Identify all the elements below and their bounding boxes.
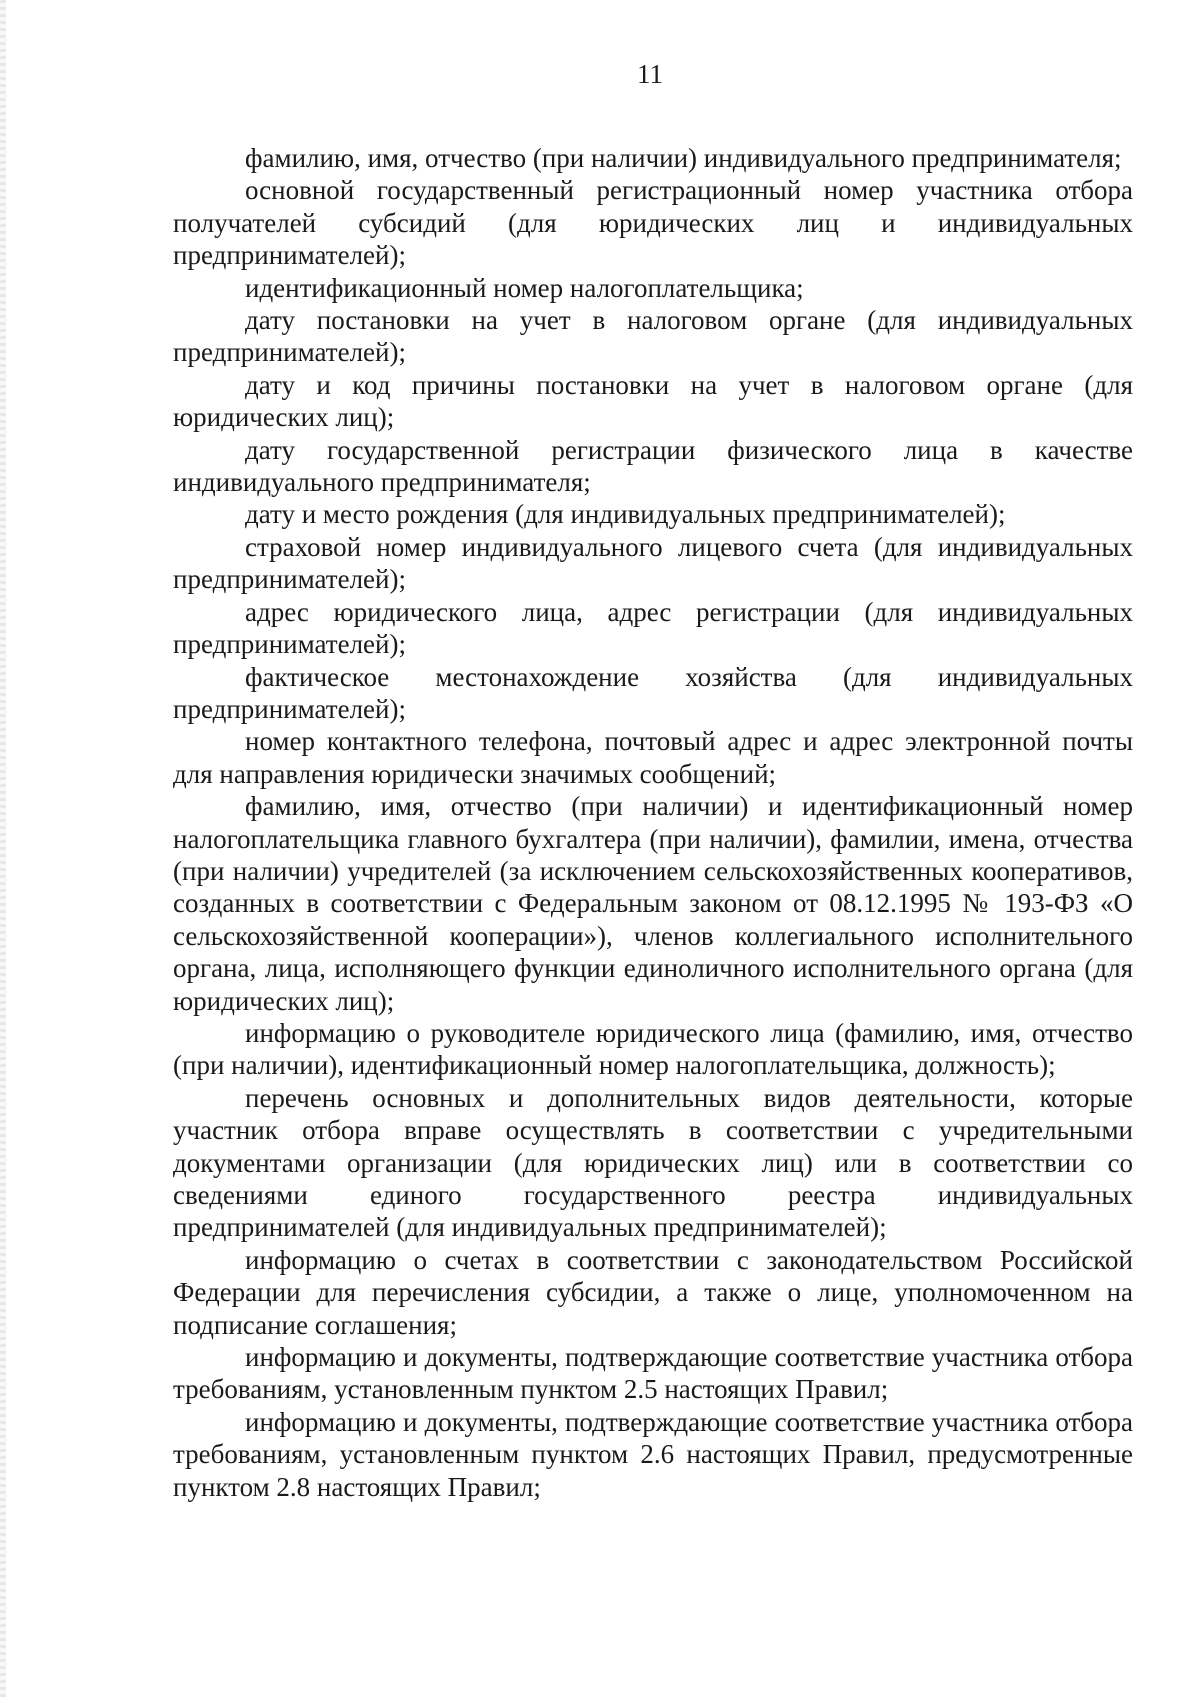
paragraph-13: информацию о руководителе юридического лица (фамилию, имя, отчество (при наличии), идентификационный номер налогоплательщика, должность); (173, 1017, 1133, 1081)
paragraph-15: информацию о счетах в соответствии с законодательством Российской Федерации для перечисления субсидии, а также о лице, уполномоченном на подписание соглашения; (173, 1244, 1133, 1340)
paragraph-8: страховой номер индивидуального лицевого счета (для индивидуальных предпринимателей); (173, 531, 1133, 595)
paragraph-4: дату постановки на учет в налоговом органе (для индивидуальных предпринимателей); (173, 305, 1133, 368)
scan-edge (0, 0, 6, 1697)
paragraph-16: информацию и документы, подтверждающие соответствие участника отбора требованиям, установленным пунктом 2.5 настоящих Правил; (173, 1342, 1133, 1405)
paragraph-7: дату и место рождения (для индивидуальных предпринимателей); (245, 499, 1006, 530)
page-number: 11 (637, 59, 663, 89)
paragraph-1: фамилию, имя, отчество (при наличии) индивидуального предпринимателя; (245, 143, 1122, 173)
paragraph-9: адрес юридического лица, адрес регистрации (для индивидуальных предпринимателей); (173, 596, 1133, 660)
paragraph-17: информацию и документы, подтверждающие соответствие участника отбора требованиям, установленным пунктом 2.6 настоящих Правил, предусмотренные пунктом 2.8 настоящих Правил; (173, 1406, 1133, 1502)
paragraph-2: основной государственный регистрационный номер участника отбора получателей субсидий (для юридических лиц и индивидуальных предпринимателей); (173, 175, 1133, 271)
paragraph-3: идентификационный номер налогоплательщика; (245, 272, 804, 303)
paragraph-11: номер контактного телефона, почтовый адрес и адрес электронной почты для направления юридически значимых сообщений; (173, 726, 1133, 789)
paragraph-14: перечень основных и дополнительных видов деятельности, которые участник отбора вправе осуществлять в соответствии с учредительными документами организации (для юридических лиц) или в соответствии со сведениями единого государственного реестра индивидуальных предпринимателей (для индивидуальных предпринимателей); (173, 1082, 1133, 1243)
paragraph-5: дату и код причины постановки на учет в налоговом органе (для юридических лиц); (173, 369, 1133, 433)
paragraph-12: фамилию, имя, отчество (при наличии) и идентификационный номер налогоплательщика главного бухгалтера (при наличии), фамилии, имена, отчества (при наличии) учредителей (за исключением сельскохозяйственных кооперативов, созданных в соответствии с Федеральным законом от 08.12.1995 № 193-ФЗ «О сельскохозяйственной кооперации»), членов коллегиального исполнительного органа, лица, исполняющего функции единоличного исполнительного органа (для юридических лиц); (173, 791, 1133, 1016)
paragraph-6: дату государственной регистрации физического лица в качестве индивидуального предпринимателя; (173, 434, 1133, 498)
paragraph-10: фактическое местонахождение хозяйства (для индивидуальных предпринимателей); (173, 661, 1133, 724)
document-body (173, 142, 1133, 1503)
